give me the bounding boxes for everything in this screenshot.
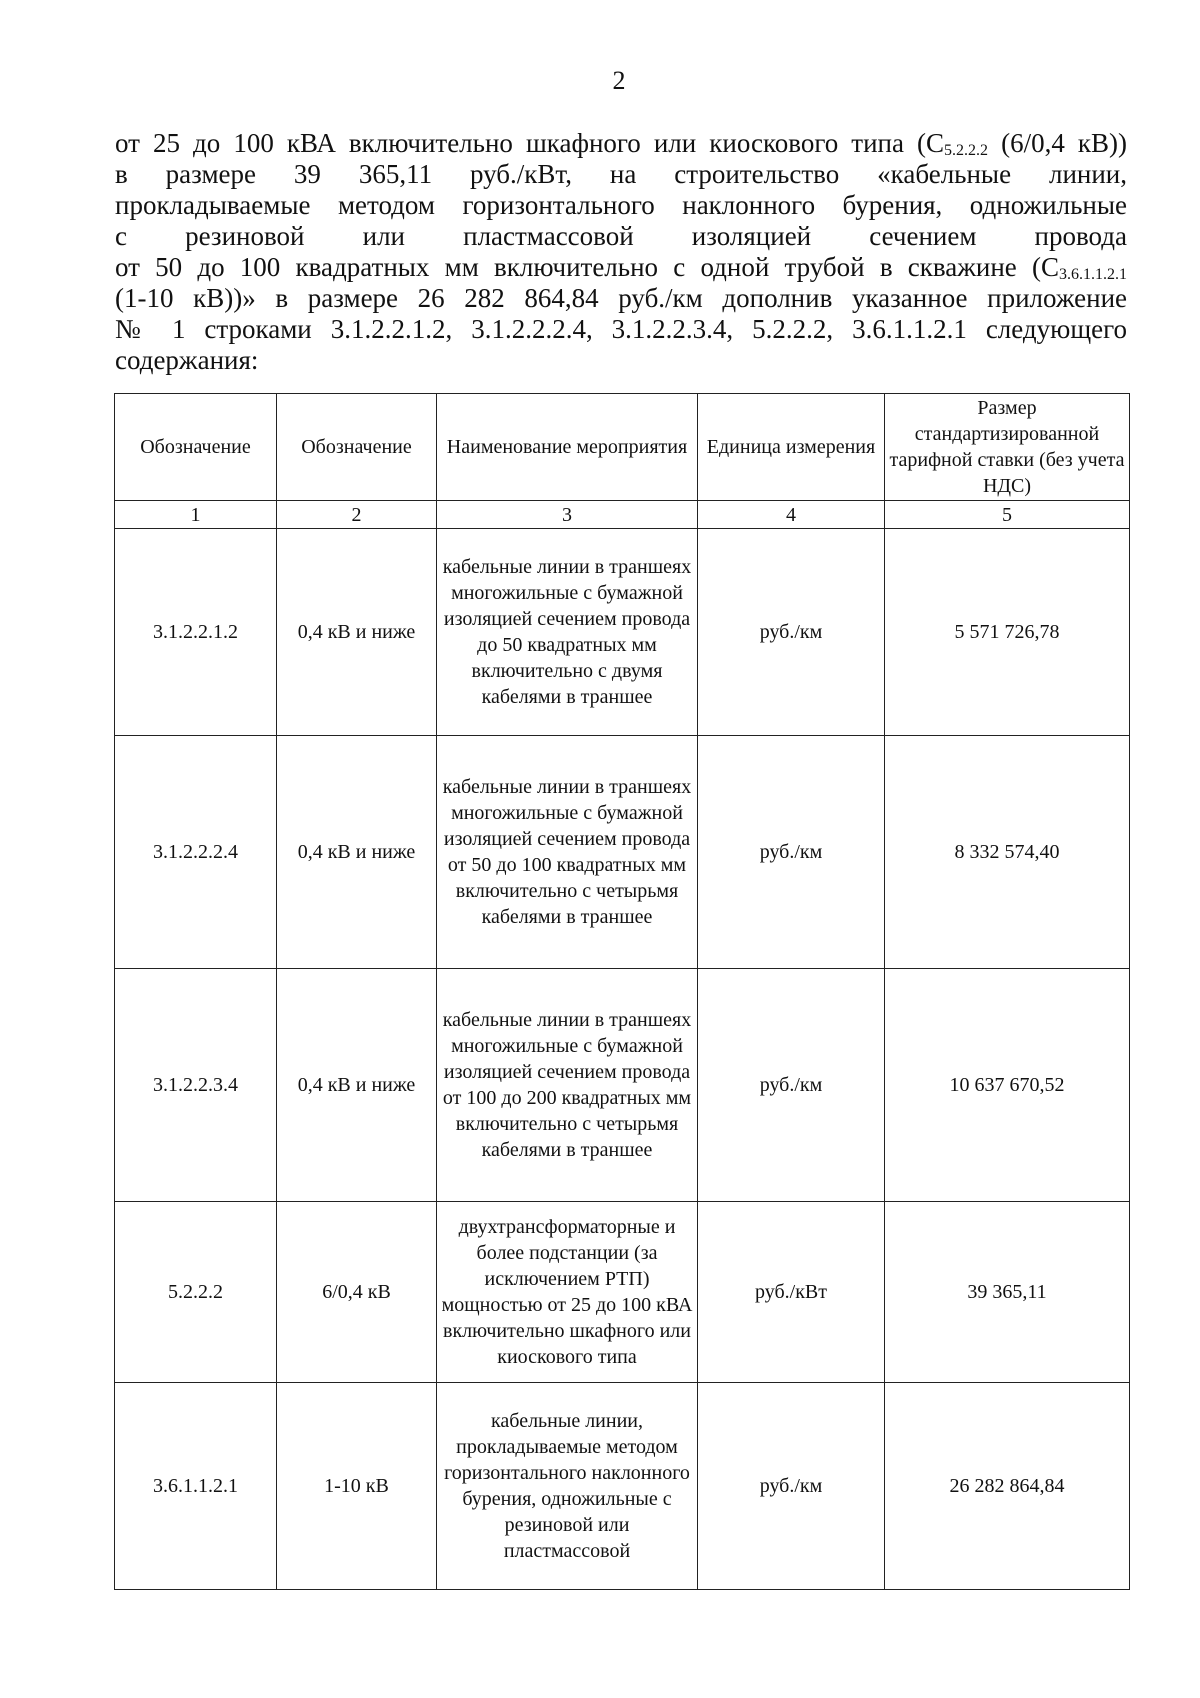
cell-unit: руб./кВт (698, 1202, 885, 1383)
tariff-table (114, 393, 1130, 1590)
cell-unit: руб./км (698, 969, 885, 1202)
column-number-row (115, 501, 1130, 529)
intro-line: № 1 строками 3.1.2.2.1.2, 3.1.2.2.2.4, 3.1.2.2.3.4, 5.2.2.2, 3.6.1.1.2.1 следующего (115, 314, 1127, 344)
column-number: 1 (115, 501, 277, 529)
table-row (115, 1383, 1130, 1590)
cell-code: 3.6.1.1.2.1 (115, 1383, 277, 1590)
header-rate: Размер стандартизированной тарифной ставки (без учета НДС) (885, 394, 1130, 501)
table-row (115, 969, 1130, 1202)
intro-line: от 25 до 100 кВА включительно шкафного или киоскового типа ($С_{5.2.2.2}$ (6/0,4 кВ)) (115, 128, 1127, 159)
cell-measure-name: кабельные линии в траншеях многожильные с бумажной изоляцией сечением провода до 50 квадратных мм включительно с двумя кабелями в траншее (437, 529, 698, 736)
cell-voltage: 6/0,4 кВ (277, 1202, 437, 1383)
intro-line: (1-10 кВ))» в размере 26 282 864,84 руб./км дополнив указанное приложение (115, 283, 1127, 313)
table-row (115, 1202, 1130, 1383)
header-designation-1: Обозначение (115, 394, 277, 501)
cell-code: 5.2.2.2 (115, 1202, 277, 1383)
intro-line: прокладываемые методом горизонтального наклонного бурения, одножильные (115, 190, 1127, 220)
cell-code: 3.1.2.2.1.2 (115, 529, 277, 736)
column-number: 5 (885, 501, 1130, 529)
table-header-row (115, 394, 1130, 501)
cell-measure-name: двухтрансформаторные и более подстанции (за исключением РТП) мощностью от 25 до 100 кВА включительно шкафного или киоскового типа (437, 1202, 698, 1383)
header-designation-2: Обозначение (277, 394, 437, 501)
cell-voltage: 1-10 кВ (277, 1383, 437, 1590)
cell-rate: 8 332 574,40 (885, 736, 1130, 969)
cell-unit: руб./км (698, 529, 885, 736)
cell-code: 3.1.2.2.3.4 (115, 969, 277, 1202)
table-row (115, 736, 1130, 969)
column-number: 4 (698, 501, 885, 529)
cell-rate: 26 282 864,84 (885, 1383, 1130, 1590)
header-measure-name: Наименование мероприятия (437, 394, 698, 501)
cell-unit: руб./км (698, 736, 885, 969)
cell-measure-name: кабельные линии, прокладываемые методом горизонтального наклонного бурения, одножильные с резиновой или пластмассовой (437, 1383, 698, 1590)
page-number: 2 (612, 66, 626, 95)
cell-voltage: 0,4 кВ и ниже (277, 736, 437, 969)
cell-measure-name: кабельные линии в траншеях многожильные с бумажной изоляцией сечением провода от 50 до 100 квадратных мм включительно с четырьмя кабелями в траншее (437, 736, 698, 969)
column-number: 3 (437, 501, 698, 529)
cell-measure-name: кабельные линии в траншеях многожильные с бумажной изоляцией сечением провода от 100 до 200 квадратных мм включительно с четырьмя кабелями в траншее (437, 969, 698, 1202)
intro-line: от 50 до 100 квадратных мм включительно с одной трубой в скважине ($С_{3.6.1.1.2.1}$ (115, 252, 1127, 283)
cell-unit: руб./км (698, 1383, 885, 1590)
intro-paragraph (115, 128, 1127, 376)
column-number: 2 (277, 501, 437, 529)
cell-rate: 39 365,11 (885, 1202, 1130, 1383)
cell-code: 3.1.2.2.2.4 (115, 736, 277, 969)
intro-line: в размере 39 365,11 руб./кВт, на строительство «кабельные линии, (115, 159, 1127, 189)
intro-line: содержания: (115, 345, 259, 375)
intro-line: с резиновой или пластмассовой изоляцией сечением провода (115, 221, 1127, 251)
header-unit: Единица измерения (698, 394, 885, 501)
table-row (115, 529, 1130, 736)
cell-rate: 10 637 670,52 (885, 969, 1130, 1202)
cell-rate: 5 571 726,78 (885, 529, 1130, 736)
cell-voltage: 0,4 кВ и ниже (277, 529, 437, 736)
cell-voltage: 0,4 кВ и ниже (277, 969, 437, 1202)
